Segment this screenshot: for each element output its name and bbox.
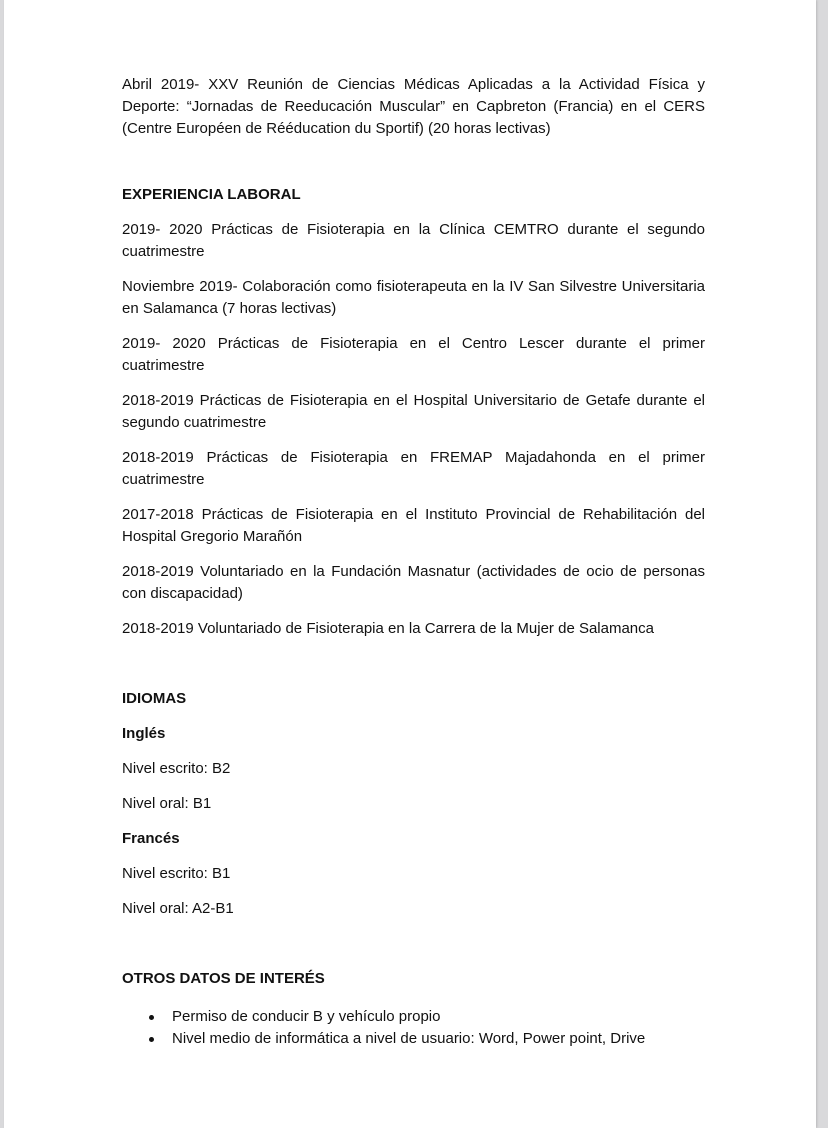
- bullet-icon: [149, 1037, 154, 1042]
- experience-item: 2018-2019 Prácticas de Fisioterapia en el Hospital Universitario de Getafe durante el segundo cuatrimestre: [122, 392, 705, 431]
- experience-item: 2018-2019 Voluntariado de Fisioterapia en la Carrera de la Mujer de Salamanca: [122, 620, 654, 637]
- list-item: [122, 1006, 705, 1028]
- experience-item: 2018-2019 Voluntariado en la Fundación Masnatur (actividades de ocio de personas con discapacidad): [122, 563, 705, 602]
- otros-heading: OTROS DATOS DE INTERÉS: [122, 970, 325, 987]
- list-item: [122, 1028, 705, 1050]
- experience-item: 2017-2018 Prácticas de Fisioterapia en el Instituto Provincial de Rehabilitación del Hospital Gregorio Marañón: [122, 506, 705, 545]
- experience-item: 2018-2019 Prácticas de Fisioterapia en FREMAP Majadahonda en el primer cuatrimestre: [122, 449, 705, 488]
- list-item-text: Nivel medio de informática a nivel de usuario: Word, Power point, Drive: [172, 1030, 646, 1047]
- course-paragraph: Abril 2019- XXV Reunión de Ciencias Médicas Aplicadas a la Actividad Física y Deporte: “Jornadas de Reeducación Muscular” en Capbreton (Francia) en el CERS (Centre Européen de Rééducation du Sportif) (20 horas lectivas): [122, 76, 705, 137]
- language-frances-title: Francés: [122, 830, 180, 847]
- bullet-icon: [149, 1015, 154, 1020]
- experience-item: 2019- 2020 Prácticas de Fisioterapia en el Centro Lescer durante el primer cuatrimestre: [122, 335, 705, 374]
- document-content: [122, 74, 705, 1050]
- ingles-oral-level: Nivel oral: B1: [122, 795, 212, 812]
- experience-item: 2019- 2020 Prácticas de Fisioterapia en la Clínica CEMTRO durante el segundo cuatrimestre: [122, 221, 705, 260]
- language-ingles-title: Inglés: [122, 725, 166, 742]
- experience-item: Noviembre 2019- Colaboración como fisioterapeuta en la IV San Silvestre Universitaria en Salamanca (7 horas lectivas): [122, 278, 705, 317]
- list-item-text: Permiso de conducir B y vehículo propio: [172, 1008, 441, 1025]
- frances-written-level: Nivel escrito: B1: [122, 865, 231, 882]
- otros-list: [122, 1006, 705, 1050]
- idiomas-heading: IDIOMAS: [122, 690, 187, 707]
- ingles-written-level: Nivel escrito: B2: [122, 760, 231, 777]
- document-page: [4, 0, 816, 1128]
- frances-oral-level: Nivel oral: A2-B1: [122, 900, 234, 917]
- experiencia-heading: EXPERIENCIA LABORAL: [122, 186, 301, 203]
